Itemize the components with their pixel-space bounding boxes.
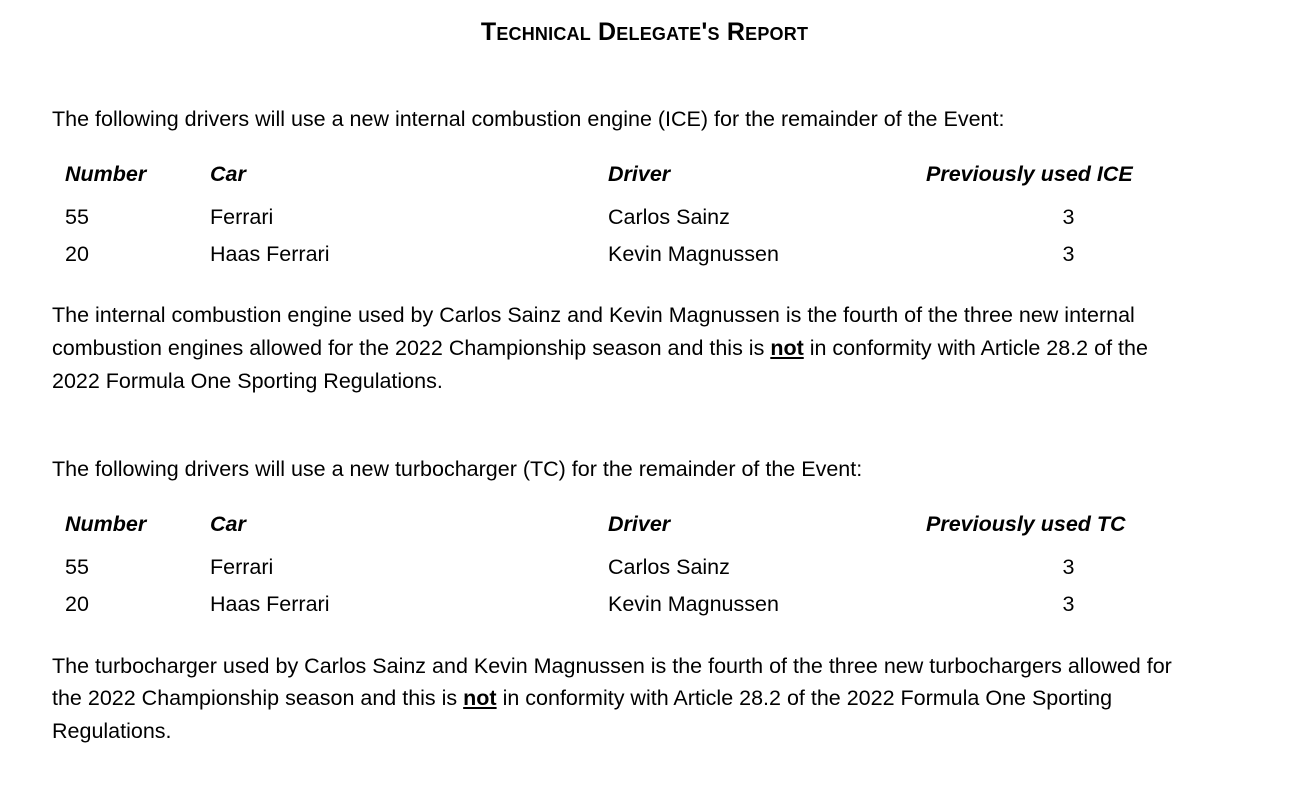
ice-table [65, 162, 1211, 276]
cell-previously-used: 3 [1062, 554, 1075, 579]
cell-number: 55 [65, 204, 89, 229]
tc-note-emphasis: not [463, 686, 497, 711]
cell-number: 55 [65, 554, 89, 579]
tc-note-text-part1: The turbocharger used by Carlos Sainz and Kevin Magnussen is the fourth of the three new turbochargers allowed for the 2022 Championship season and this is [52, 653, 1172, 711]
tc-note-paragraph [52, 650, 1199, 748]
cell-previously-used: 3 [1062, 592, 1075, 617]
column-header-car: Car [210, 511, 246, 536]
tc-intro-paragraph: The following drivers will use a new turbocharger (TC) for the remainder of the Event: [52, 457, 863, 482]
document-body [0, 103, 1289, 748]
page-title: Technical Delegate's Report [480, 18, 809, 46]
column-header-car: Car [210, 161, 246, 186]
table-row [65, 588, 1211, 625]
column-header-number: Number [65, 511, 147, 536]
cell-driver: Kevin Magnussen [608, 241, 779, 266]
ice-note-emphasis: not [770, 335, 804, 360]
column-header-driver: Driver [608, 161, 671, 186]
ice-note-paragraph [52, 299, 1199, 397]
column-header-previously-used-ice: Previously used ICE [926, 161, 1133, 186]
table-row [65, 551, 1211, 588]
table-row [65, 201, 1211, 238]
column-header-driver: Driver [608, 511, 671, 536]
cell-driver: Carlos Sainz [608, 204, 730, 229]
cell-car: Ferrari [210, 204, 274, 229]
ice-note-text-part1: The internal combustion engine used by Carlos Sainz and Kevin Magnussen is the fourth of the three new internal combustion engines allowed for the 2022 Championship season and this is [52, 303, 1135, 360]
cell-car: Haas Ferrari [210, 241, 330, 266]
table-row [65, 238, 1211, 275]
cell-number: 20 [65, 592, 89, 617]
cell-number: 20 [65, 241, 89, 266]
column-header-previously-used-tc: Previously used TC [926, 511, 1126, 536]
tc-table [65, 512, 1211, 626]
document-page [0, 10, 1289, 811]
column-header-number: Number [65, 161, 147, 186]
cell-previously-used: 3 [1062, 241, 1075, 266]
table-header-row [65, 512, 1211, 551]
table-header-row [65, 162, 1211, 201]
cell-previously-used: 3 [1062, 204, 1075, 229]
cell-driver: Kevin Magnussen [608, 592, 779, 617]
cell-car: Ferrari [210, 554, 274, 579]
ice-intro-paragraph: The following drivers will use a new internal combustion engine (ICE) for the remainder of the Event: [52, 107, 1005, 131]
cell-driver: Carlos Sainz [608, 554, 730, 579]
ice-note-text-part2: in conformity with Article 28.2 of the 2022 Formula One Sporting Regulations. [52, 335, 1148, 393]
tc-note-text-part2: in conformity with Article 28.2 of the 2022 Formula One Sporting Regulations. [52, 686, 1113, 743]
cell-car: Haas Ferrari [210, 592, 330, 617]
